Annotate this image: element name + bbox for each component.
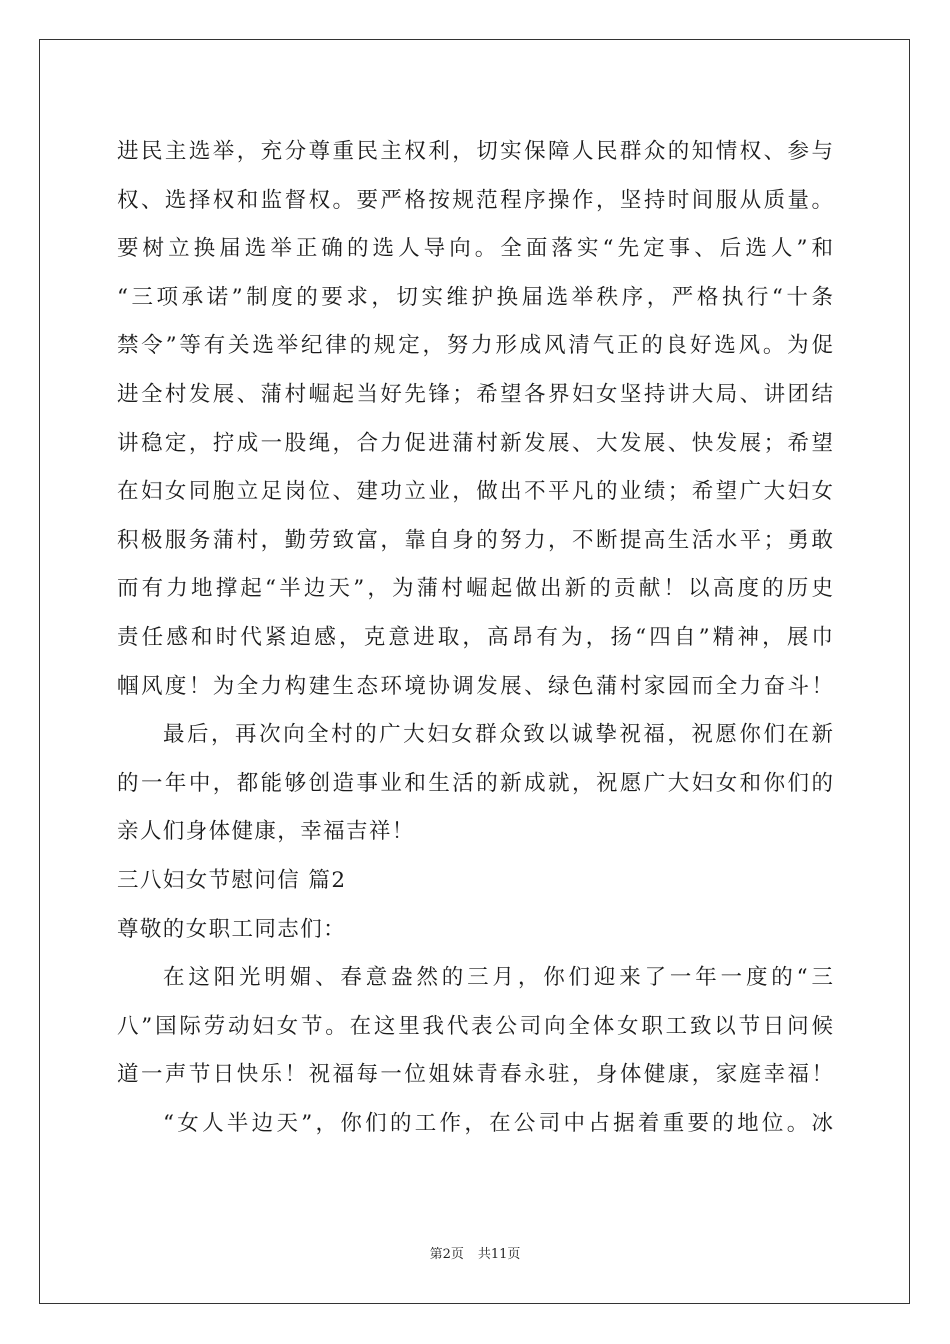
body-line: 亲人们身体健康，幸福吉祥！ (117, 819, 415, 845)
page-number: 第2页 (429, 1247, 464, 1262)
body-line: 道一声节日快乐！祝福每一位姐妹青春永驻，身体健康，家庭幸福！ (117, 1062, 833, 1088)
document-body (117, 128, 833, 1148)
body-line: 进全村发展、蒲村崛起当好先锋；希望各界妇女坚持讲大局、讲团结 (117, 381, 833, 407)
body-line: 责任感和时代紧迫感，克意进取，高昂有为，扬“四自”精神，展巾 (117, 624, 833, 650)
paragraph-first-line: “女人半边天”，你们的工作，在公司中占据着重要的地位。冰 (163, 1110, 833, 1136)
body-line: 禁令”等有关选举纪律的规定，努力形成风清气正的良好选风。为促 (117, 333, 833, 359)
body-line: 八”国际劳动妇女节。在这里我代表公司向全体女职工致以节日问候 (117, 1013, 833, 1039)
body-line: 进民主选举，充分尊重民主权利，切实保障人民群众的知情权、参与 (117, 139, 833, 164)
body-line: “三项承诺”制度的要求，切实维护换届选举秩序，严格执行“十条 (117, 284, 833, 310)
body-line: 要树立换届选举正确的选人导向。全面落实“先定事、后选人”和 (117, 236, 833, 262)
section-heading: 三八妇女节慰问信 篇2 (117, 867, 347, 893)
paragraph-first-line: 最后，再次向全村的广大妇女群众致以诚挚祝福，祝愿你们在新 (163, 722, 833, 748)
page-footer (0, 1247, 950, 1263)
body-line: 帼风度！为全力构建生态环境协调发展、绿色蒲村家园而全力奋斗！ (117, 673, 833, 699)
body-line: 而有力地撑起“半边天”，为蒲村崛起做出新的贡献！以高度的历史 (117, 576, 833, 602)
paragraph-first-line: 在这阳光明媚、春意盎然的三月，你们迎来了一年一度的“三 (163, 965, 833, 991)
page-total: 共11页 (477, 1247, 521, 1262)
body-line: 讲稳定，拧成一股绳，合力促进蒲村新发展、大发展、快发展；希望 (117, 430, 833, 456)
salutation: 尊敬的女职工同志们： (117, 916, 347, 942)
body-line: 积极服务蒲村，勤劳致富，靠自身的努力，不断提高生活水平；勇敢 (117, 527, 833, 553)
body-line: 的一年中，都能够创造事业和生活的新成就，祝愿广大妇女和你们的 (117, 770, 833, 796)
body-line: 权、选择权和监督权。要严格按规范程序操作，坚持时间服从质量。 (117, 187, 833, 213)
body-line: 在妇女同胞立足岗位、建功立业，做出不平凡的业绩；希望广大妇女 (117, 479, 833, 505)
